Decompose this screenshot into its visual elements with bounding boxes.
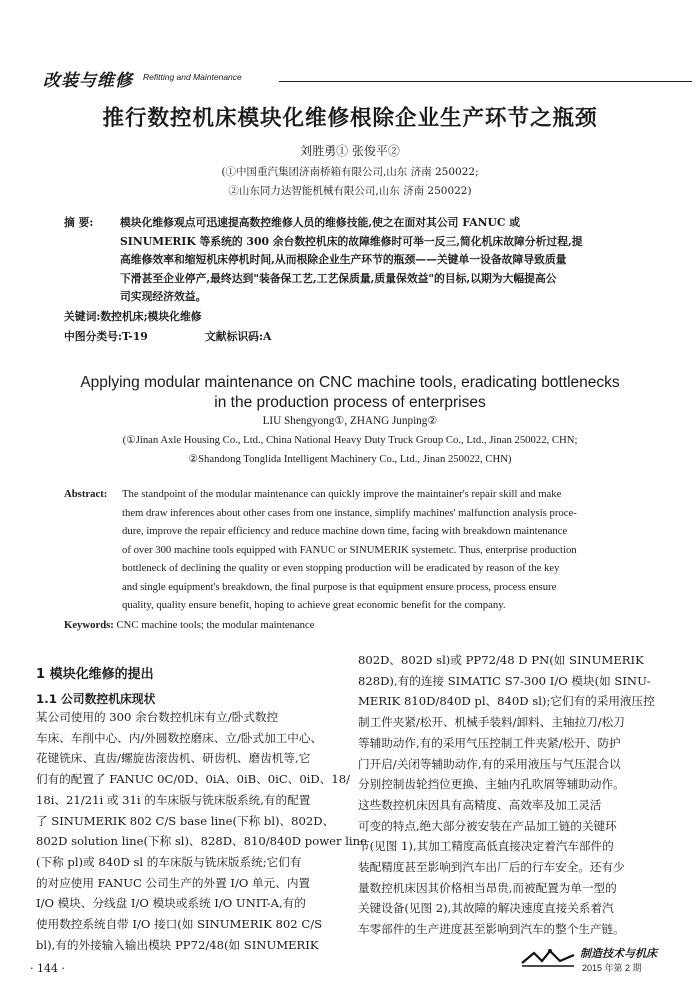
section-banner [43, 66, 657, 91]
affiliation-zh-2: ②山东同力达智能机械有限公司,山东 济南 250022) [228, 185, 472, 197]
abstract-en-label: Abstract: [64, 488, 108, 500]
section-label-zh: 改装与维修 [43, 71, 133, 91]
journal-name: 制造技术与机床 [580, 947, 657, 960]
keywords-zh: 关键词:数控机床;模块化维修 [64, 310, 202, 323]
body-line: MERIK 810D/840D pl、840D sl);它们有的采用液压控 [358, 694, 655, 709]
abstract-en-line: them draw inferences about other cases from one instance, simplify machines' malfunction analysis proce- [122, 506, 577, 519]
body-line: 828D),有的连接 SIMATIC S7-300 I/O 模块(如 SINU- [358, 673, 651, 688]
abstract-zh-line: 高维修效率和缩短机床停机时间,从而根除企业生产环节的瓶颈——关键单一设备故障导致质量 [120, 253, 567, 267]
abstract-en-line: The standpoint of the modular maintenance can quickly improve the maintainer's repair skill and make [122, 488, 562, 500]
body-line: bl),有的外接输入输出模块 PP72/48(如 SINUMERIK [36, 937, 319, 952]
body-line: 车床、车削中心、内/外圆数控磨床、立/卧式加工中心、 [36, 730, 323, 745]
body-line: (下称 pl)或 840D sl 的车床版与铣床版系统;它们有 [36, 854, 302, 869]
affiliation-en-1: (①Jinan Axle Housing Co., Ltd., China National Heavy Duty Truck Group Co., Ltd., Jinan 250022, CHN; [122, 434, 578, 446]
abstract-zh-line: 司实现经济效益。 [120, 290, 207, 304]
abstract-zh [120, 214, 660, 307]
journal-emblem-icon [520, 947, 576, 969]
title-en-line: in the production process of enterprises [214, 394, 486, 411]
keywords-en-label: Keywords: [64, 619, 114, 631]
body-right-column [358, 650, 668, 940]
body-line: 门开启/关闭等辅助动作,有的采用液压与气压混合以 [358, 756, 621, 771]
clc-number: 中图分类号:T-19 [64, 330, 148, 343]
body-line: 的对应使用 FANUC 公司生产的外置 I/O 单元、内置 [36, 875, 311, 890]
body-line: 们有的配置了 FANUC 0C/0D、0iA、0iB、0iC、0iD、18/ [36, 772, 350, 787]
page-number: · 144 · [30, 962, 65, 975]
body-line: 分别控制齿轮挡位更换、主轴内孔吹屑等辅助动作。 [358, 777, 625, 792]
body-line: 了 SINUMERIK 802 C/S base line(下称 bl)、802D、 [36, 813, 335, 828]
title-en-line: Applying modular maintenance on CNC machine tools, eradicating bottlenecks [80, 374, 620, 391]
abstract-en-line: dure, improve the repair efficiency and reduce machine down time, facing with breakdown maintenance [122, 525, 568, 537]
body-line: 等辅助动作,有的采用气压控制工件夹紧/松开、防护 [358, 735, 621, 750]
title-zh: 推行数控机床模块化维修根除企业生产环节之瓶颈 [102, 106, 598, 131]
keywords-en-text: CNC machine tools; the modular maintenance [116, 619, 315, 631]
body-line: 车零部件的生产进度甚至影响到汽车的整个生产链。 [358, 922, 625, 937]
body-line: 制工件夹紧/松开、机械手装料/卸料、主轴拉刀/松刀 [358, 715, 625, 730]
body-line: 18i、21/21i 或 31i 的车床版与铣床版系统,有的配置 [36, 792, 311, 807]
abstract-en-line: and single equipment's breakdown, the final purpose is that equipment ensure process, process ensure [122, 580, 557, 593]
title-en [0, 373, 700, 413]
abstract-zh-label: 摘 要: [64, 216, 94, 229]
body-line: 某公司使用的 300 余台数控机床有立/卧式数控 [36, 710, 279, 724]
abstract-en-line: of over 300 machine tools equipped with FANUC or SINUMERIK systemetc. Thus, enterprise production [122, 543, 577, 556]
body-line: 802D、802D sl)或 PP72/48 D PN(如 SINUMERIK [358, 653, 644, 667]
abstract-en-line: quality, quality ensure benefit, hoping to achieve great economic benefit for the company. [122, 599, 506, 611]
authors-en: LIU Shengyong①, ZHANG Junping② [262, 415, 438, 427]
abstract-zh-line: 下滑甚至企业停产,最终达到"装备保工艺,工艺保质量,质量保效益"的目标,以期为大幅提高公 [120, 271, 557, 285]
banner-rule [279, 81, 692, 82]
body-line: 使用数控系统自带 I/O 接口(如 SINUMERIK 802 C/S [36, 917, 323, 932]
body-line: 关键设备(见图 2),其故障的解决速度直接关系着汽 [358, 901, 614, 916]
affiliation-zh-1: (①中国重汽集团济南桥箱有限公司,山东 济南 250022; [221, 166, 479, 178]
body-line: 装配精度甚至影响到汽车出厂后的行车安全。还有少 [358, 860, 625, 875]
body-line: 802D solution line(下称 sl)、828D、810/840D power line [36, 834, 367, 849]
abstract-zh-line: 模块化维修观点可迅速提高数控维修人员的维修技能,使之在面对其公司 FANUC 或 [120, 216, 521, 229]
section-1-heading: 1 模块化维修的提出 [36, 667, 154, 682]
journal-logo [520, 945, 670, 975]
body-line: 节(见图 1),其加工精度高低直接决定着汽车部件的 [358, 839, 614, 854]
keywords-en [64, 616, 315, 635]
body-line: 花键铣床、直齿/螺旋齿滚齿机、研齿机、磨齿机等,它 [36, 751, 311, 766]
authors-zh: 刘胜勇① 张俊平② [300, 144, 400, 158]
journal-issue: 2015 年第 2 期 [582, 963, 642, 973]
body-line: 这些数控机床因具有高精度、高效率及加工灵活 [358, 797, 602, 812]
affiliation-en-2: ②Shandong Tonglida Intelligent Machinery Co., Ltd., Jinan 250022, CHN) [188, 453, 512, 465]
section-1-1-heading: 1.1 公司数控机床现状 [36, 692, 156, 706]
body-line: 可变的特点,绝大部分被安装在产品加工链的关键环 [358, 818, 617, 833]
abstract-en-line: bottleneck of declining the quality or even stopping production will be eradicated by reason of the key [122, 562, 560, 574]
abstract-zh-line: SINUMERIK 等系统的 300 余台数控机床的故障维修时可举一反三,简化机床故障分析过程,提 [120, 234, 583, 248]
document-code: 文献标识码:A [205, 330, 272, 343]
section-label-en: Refitting and Maintenance [143, 72, 242, 82]
body-line: 量数控机床因其价格相当昂贵,而被配置为单一型的 [358, 880, 617, 895]
body-left-column [36, 707, 367, 955]
body-line: I/O 模块、分线盘 I/O 模块或系统 I/O UNIT-A,有的 [36, 896, 306, 911]
abstract-en [122, 485, 662, 615]
